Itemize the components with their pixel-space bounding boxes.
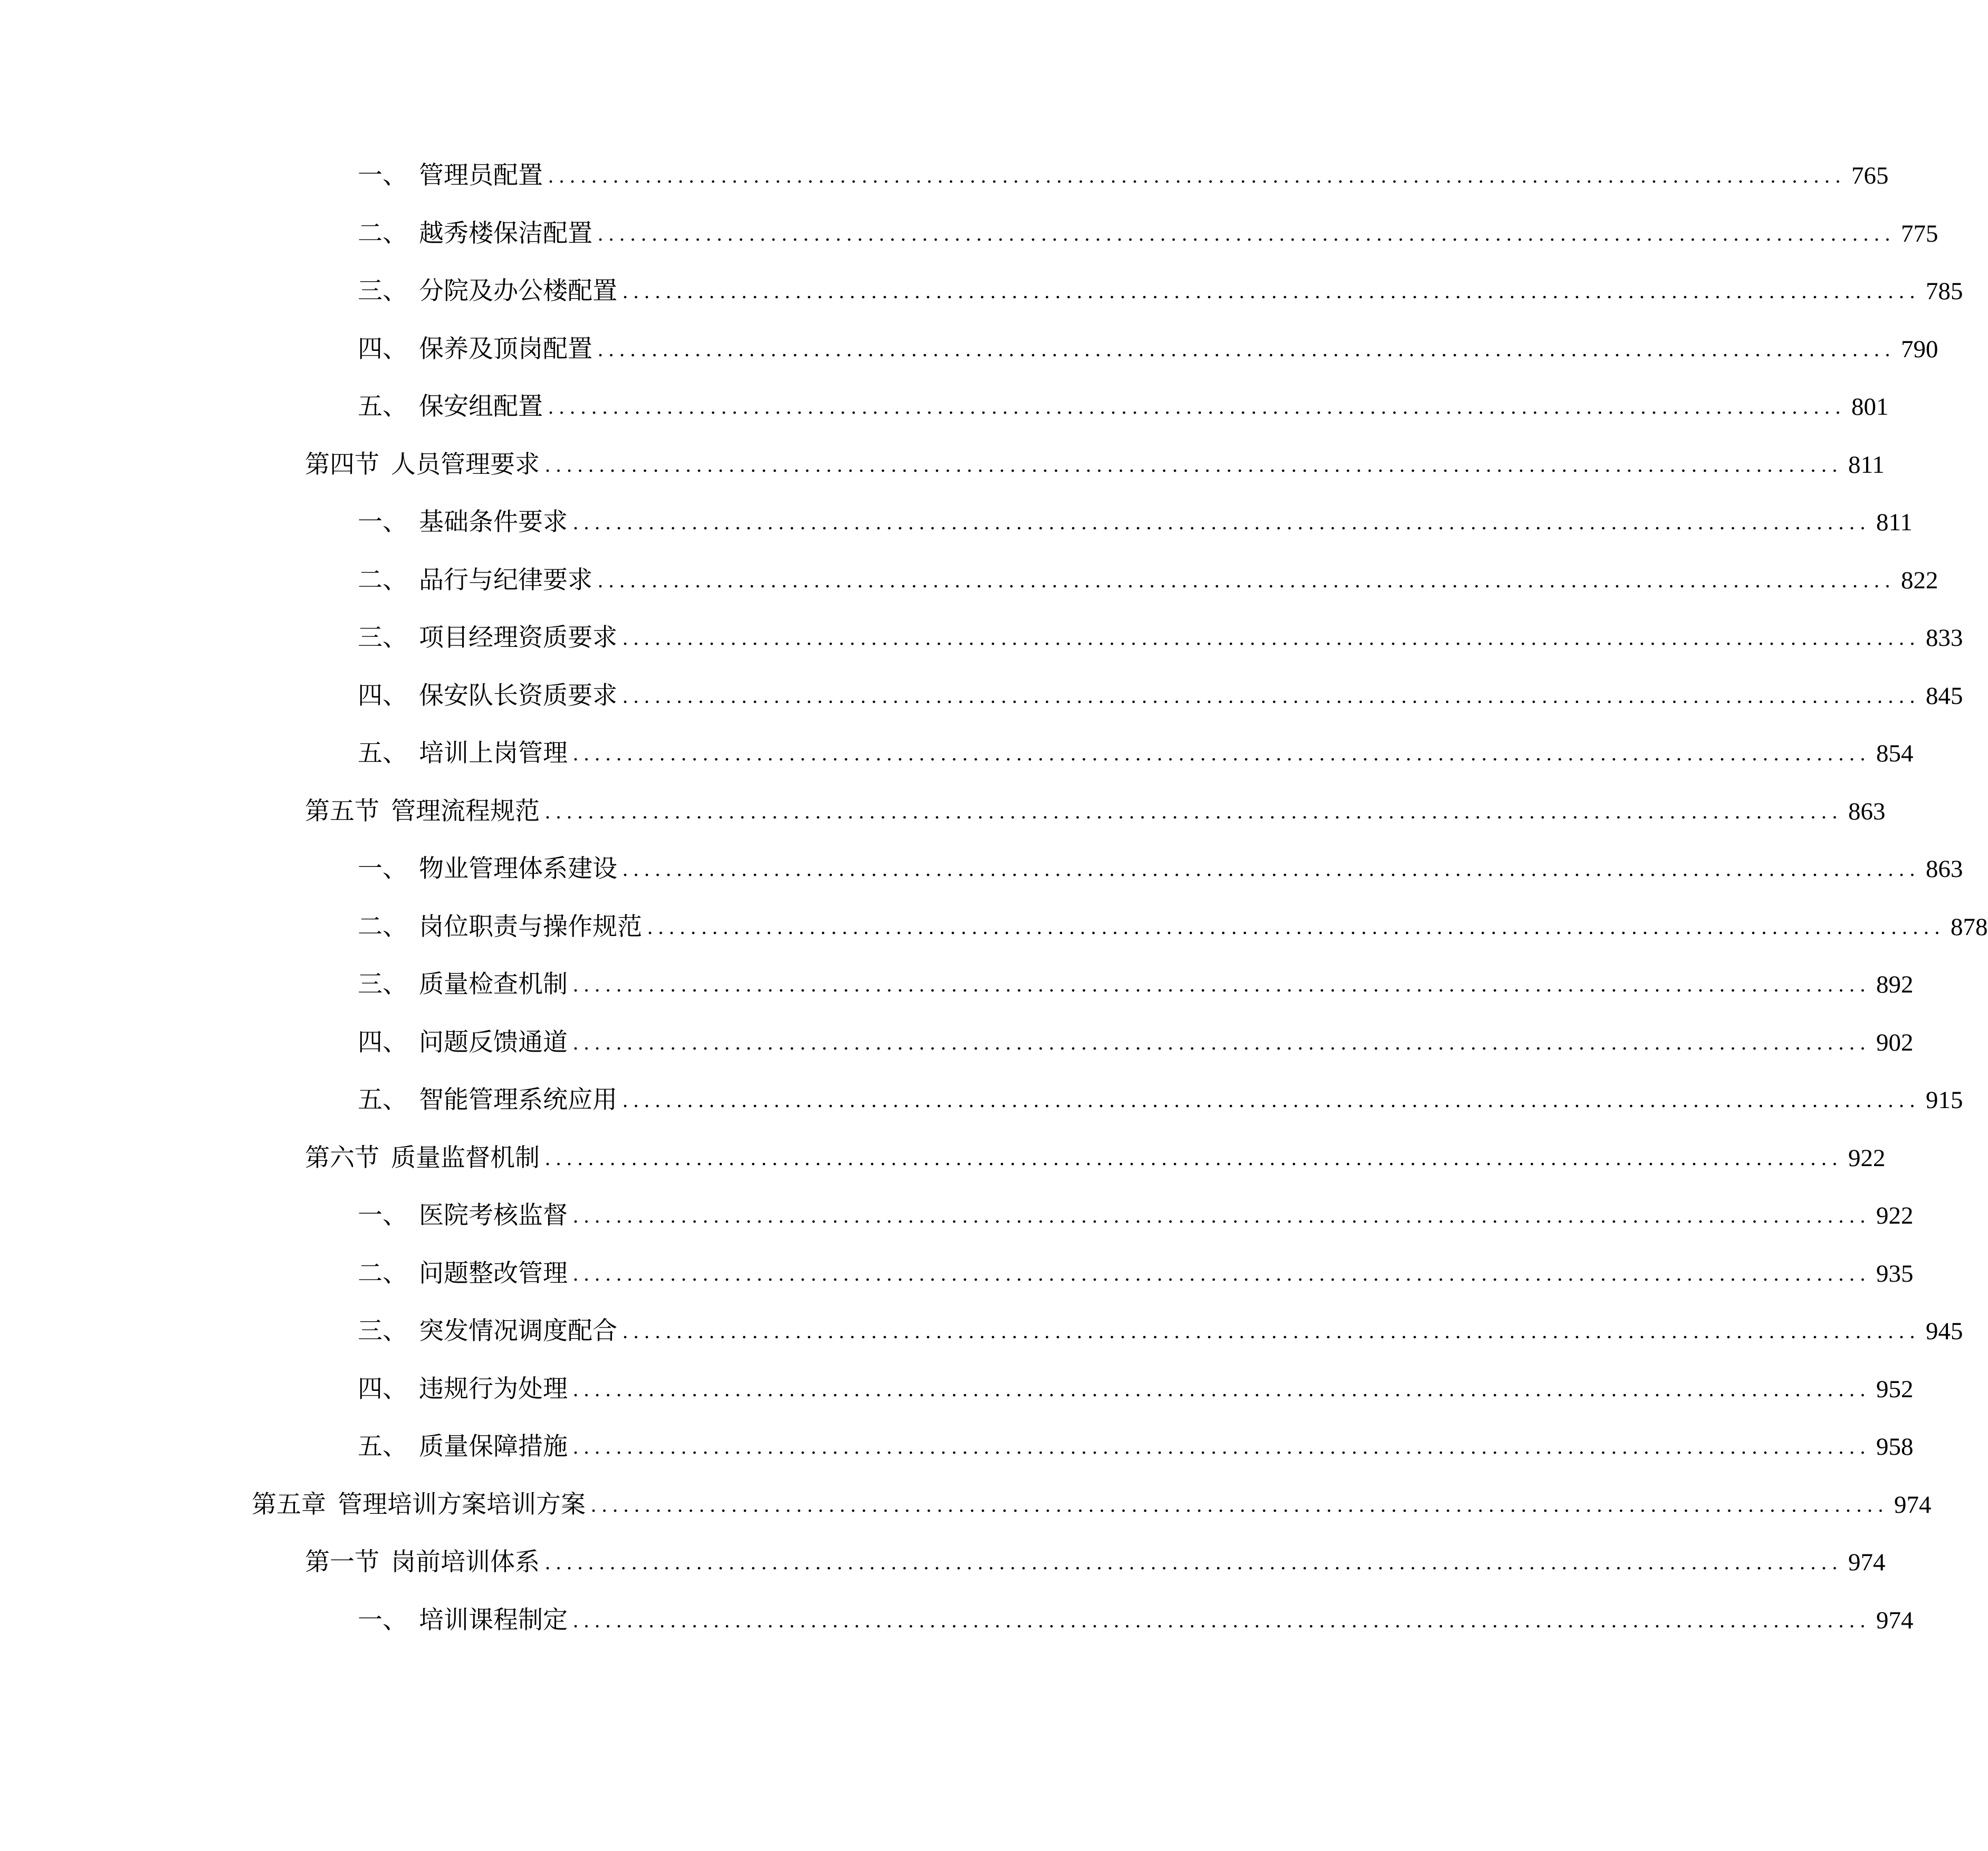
dot-leader: ........................................................................................................................ (573, 1608, 1871, 1632)
toc-page-number: 974 (1848, 1549, 1886, 1576)
toc-page-number: 790 (1901, 335, 1938, 363)
toc-subsection-entry[interactable] (358, 1373, 1914, 1405)
toc-subsection-entry[interactable] (358, 1200, 1914, 1232)
toc-entry-title: 培训上岗管理 (419, 740, 568, 767)
toc-entry-number: 二、 (358, 566, 407, 594)
toc-entry-title: 质量检查机制 (419, 971, 568, 998)
toc-entry-title: 物业管理体系建设 (419, 855, 617, 883)
toc-page-number: 863 (1848, 797, 1886, 825)
toc-chapter-entry[interactable] (252, 1489, 1932, 1521)
toc-entry-title: 管理培训方案培训方案 (338, 1491, 586, 1519)
toc-page-number: 822 (1901, 566, 1938, 594)
toc-page-number: 935 (1876, 1260, 1914, 1287)
toc-entry-number: 二、 (358, 913, 407, 941)
toc-entry-number: 三、 (358, 278, 407, 305)
toc-entry-title: 管理流程规范 (391, 797, 540, 825)
toc-entry-number: 四、 (358, 1375, 407, 1403)
toc-page-number: 958 (1876, 1433, 1914, 1461)
toc-entry-number: 五、 (358, 1086, 407, 1114)
toc-page-number: 811 (1848, 451, 1885, 479)
toc-section-entry[interactable] (305, 1142, 1886, 1174)
dot-leader: ........................................................................................................................ (573, 1030, 1871, 1054)
toc-page-number: 892 (1876, 971, 1914, 998)
toc-page-number: 765 (1851, 162, 1889, 189)
dot-leader: ........................................................................................................................ (545, 1146, 1843, 1170)
dot-leader: ........................................................................................................................ (573, 1377, 1871, 1401)
toc-entry-number: 三、 (358, 971, 407, 998)
dot-leader: ........................................................................................................................ (623, 626, 1920, 650)
toc-subsection-entry[interactable] (358, 738, 1914, 769)
toc-entry-title: 保安队长资质要求 (419, 682, 617, 710)
toc-entry-number: 第四节 (305, 451, 379, 479)
toc-subsection-entry[interactable] (358, 1027, 1914, 1058)
dot-leader: ........................................................................................................................ (573, 1204, 1871, 1227)
toc-entry-title: 岗位职责与操作规范 (419, 913, 642, 941)
toc-entry-number: 五、 (358, 740, 407, 767)
toc-section-entry[interactable] (305, 796, 1886, 827)
toc-page-number: 863 (1926, 855, 1963, 883)
toc-entry-number: 四、 (358, 682, 407, 710)
toc-subsection-entry[interactable] (358, 853, 1963, 885)
toc-entry-title: 问题反馈通道 (419, 1028, 568, 1056)
toc-section-entry[interactable] (305, 1547, 1886, 1578)
toc-entry-number: 四、 (358, 1028, 407, 1056)
toc-page-number: 922 (1876, 1202, 1914, 1229)
dot-leader: ........................................................................................................................ (623, 683, 1920, 708)
toc-page-number: 845 (1926, 682, 1963, 710)
toc-subsection-entry[interactable] (358, 391, 1889, 423)
dot-leader: ........................................................................................................................ (545, 452, 1843, 476)
dot-leader: ........................................................................................................................ (545, 799, 1843, 823)
toc-subsection-entry[interactable] (358, 1258, 1914, 1290)
toc-subsection-entry[interactable] (358, 911, 1988, 943)
toc-page-number: 785 (1926, 278, 1963, 305)
toc-entry-title: 品行与纪律要求 (419, 566, 592, 594)
dot-leader: ........................................................................................................................ (573, 1261, 1871, 1285)
dot-leader: ........................................................................................................................ (573, 1435, 1871, 1458)
toc-page-number: 915 (1926, 1086, 1963, 1114)
dot-leader: ........................................................................................................................ (573, 972, 1871, 996)
toc-page-number: 854 (1876, 740, 1914, 767)
toc-subsection-entry[interactable] (358, 565, 1938, 596)
toc-entry-number: 五、 (358, 393, 407, 421)
toc-page-number: 833 (1926, 624, 1963, 652)
toc-subsection-entry[interactable] (358, 218, 1938, 250)
toc-subsection-entry[interactable] (358, 507, 1913, 538)
toc-entry-number: 一、 (358, 1606, 407, 1634)
toc-entry-number: 一、 (358, 509, 407, 536)
toc-subsection-entry[interactable] (358, 1084, 1963, 1116)
toc-page-number: 878 (1951, 913, 1988, 941)
toc-entry-title: 问题整改管理 (419, 1260, 568, 1287)
toc-page-number: 811 (1876, 509, 1913, 536)
toc-subsection-entry[interactable] (358, 333, 1938, 365)
toc-entry-number: 二、 (358, 220, 407, 247)
dot-leader: ........................................................................................................................ (598, 221, 1896, 245)
toc-page-number: 922 (1848, 1144, 1886, 1172)
toc-page-number: 801 (1851, 393, 1889, 421)
toc-entry-title: 分院及办公楼配置 (419, 278, 617, 305)
toc-entry-number: 四、 (358, 335, 407, 363)
toc-entry-number: 第五节 (305, 797, 379, 825)
toc-entry-title: 项目经理资质要求 (419, 624, 617, 652)
toc-page-number: 974 (1876, 1606, 1914, 1634)
dot-leader: ........................................................................................................................ (573, 741, 1871, 765)
dot-leader: ........................................................................................................................ (548, 164, 1846, 187)
toc-entry-number: 第五章 (252, 1491, 326, 1519)
toc-page-number: 952 (1876, 1375, 1914, 1403)
dot-leader: ........................................................................................................................ (598, 568, 1896, 592)
toc-subsection-entry[interactable] (358, 1315, 1963, 1347)
toc-entry-title: 智能管理系统应用 (419, 1086, 617, 1114)
toc-entry-title: 培训课程制定 (419, 1606, 568, 1634)
toc-subsection-entry[interactable] (358, 1605, 1914, 1636)
toc-entry-title: 医院考核监督 (419, 1202, 568, 1229)
toc-entry-number: 第一节 (305, 1549, 379, 1576)
dot-leader: ........................................................................................................................ (623, 1319, 1920, 1343)
toc-entry-number: 一、 (358, 855, 407, 883)
toc-entry-title: 基础条件要求 (419, 509, 568, 536)
toc-page-number: 902 (1876, 1028, 1914, 1056)
dot-leader: ........................................................................................................................ (545, 1550, 1843, 1574)
toc-subsection-entry[interactable] (358, 275, 1963, 307)
toc-entry-number: 三、 (358, 1318, 407, 1345)
dot-leader: ........................................................................................................................ (548, 395, 1846, 418)
toc-entry-number: 第六节 (305, 1144, 379, 1172)
toc-entry-number: 三、 (358, 624, 407, 652)
toc-page-number: 775 (1901, 220, 1938, 247)
toc-entry-title: 突发情况调度配合 (419, 1318, 617, 1345)
toc-subsection-entry[interactable] (358, 160, 1889, 192)
toc-entry-number: 一、 (358, 162, 407, 189)
dot-leader: ........................................................................................................................ (623, 857, 1920, 881)
toc-entry-title: 保养及顶岗配置 (419, 335, 592, 363)
toc-entry-number: 一、 (358, 1202, 407, 1229)
dot-leader: ........................................................................................................................ (573, 510, 1871, 534)
toc-entry-title: 违规行为处理 (419, 1375, 568, 1403)
dot-leader: ........................................................................................................................ (647, 914, 1945, 939)
toc-entry-title: 管理员配置 (419, 162, 543, 189)
dot-leader: ........................................................................................................................ (591, 1492, 1889, 1516)
toc-section-entry[interactable] (305, 449, 1885, 481)
toc-entry-title: 质量保障措施 (419, 1433, 568, 1461)
toc-entry-title: 人员管理要求 (391, 451, 540, 479)
toc-entry-title: 质量监督机制 (391, 1144, 540, 1172)
toc-subsection-entry[interactable] (358, 622, 1963, 654)
toc-subsection-entry[interactable] (358, 1431, 1914, 1463)
toc-page-number: 945 (1926, 1318, 1963, 1345)
toc-entry-title: 越秀楼保洁配置 (419, 220, 592, 247)
toc-subsection-entry[interactable] (358, 969, 1914, 1000)
dot-leader: ........................................................................................................................ (598, 337, 1896, 361)
toc-entry-title: 保安组配置 (419, 393, 543, 421)
toc-page-number: 974 (1894, 1491, 1932, 1519)
dot-leader: ........................................................................................................................ (623, 279, 1920, 303)
toc-subsection-entry[interactable] (358, 680, 1963, 712)
toc-entry-number: 五、 (358, 1433, 407, 1461)
toc-entry-number: 二、 (358, 1260, 407, 1287)
dot-leader: ........................................................................................................................ (623, 1088, 1920, 1112)
toc-entry-title: 岗前培训体系 (391, 1549, 540, 1576)
